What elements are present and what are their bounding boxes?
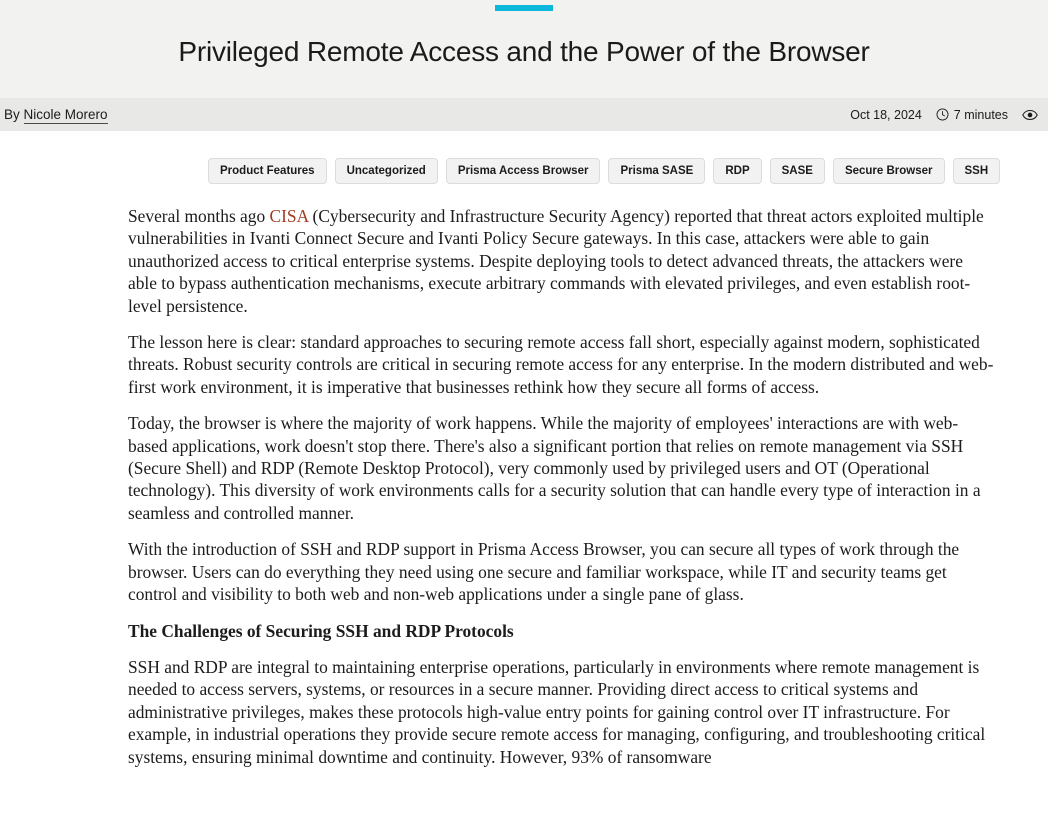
paragraph-3: Today, the browser is where the majority of work happens. While the majority of employees' interactions are with web-based applications, work doesn't stop there. There's also a significant portion that relies on remote management via SSH (Secure Shell) and RDP (Remote Desktop Protocol), very commonly used by privileged users and OT (Operational technology). This diversity of work environments calls for a security solution that can handle every type of interaction in a seamless and controlled manner. [128,413,981,523]
author-link[interactable]: Nicole Morero [23,107,108,122]
paragraph-1-text-before: Several months ago [128,206,270,226]
accent-bar [495,5,553,11]
paragraph-2: The lesson here is clear: standard approaches to securing remote access fall short, especially against modern, sophisticated threats. Robust security controls are critical in securing remote access for any enterprise. In the modern distributed and web-first work environment, it is imperative that businesses rethink how they secure all forms of access. [128,332,994,397]
paragraph-1 [128,205,994,317]
tag-prisma-sase[interactable]: Prisma SASE [608,158,705,184]
tag-list [0,131,1048,184]
tag-secure-browser[interactable]: Secure Browser [833,158,945,184]
paragraph-1-text-after: (Cybersecurity and Infrastructure Security Agency) reported that threat actors exploited multiple vulnerabilities in Ivanti Connect Secure and Ivanti Policy Secure gateways. In this case, attackers were able to gain unauthorized access to critical enterprise systems. Despite deploying tools to detect advanced threats, the attackers were able to bypass authentication mechanisms, execute arbitrary commands with elevated privileges, and even establish root-level persistence. [128,206,984,316]
tag-prisma-access-browser[interactable]: Prisma Access Browser [446,158,601,184]
read-time-label: 7 minutes [953,107,1008,122]
eye-icon[interactable] [1022,109,1038,121]
paragraph-4: With the introduction of SSH and RDP support in Prisma Access Browser, you can secure all types of work through the browser. Users can do everything they need using one secure and familiar workspace, while IT and security teams get control and visibility to both web and non-web applications under a single pane of glass. [128,539,960,605]
byline-prefix: By [4,107,24,122]
tag-uncategorized[interactable]: Uncategorized [335,158,438,184]
page-title: Privileged Remote Access and the Power of the Browser [178,36,870,67]
section-heading-challenges: The Challenges of Securing SSH and RDP Protocols [128,620,514,641]
paragraph-5: SSH and RDP are integral to maintaining enterprise operations, particularly in environments where remote management is needed to access servers, systems, or resources in a secure manner. Providing direct access to critical systems and administrative privileges, makes these protocols high-value entry points for gaining control over IT infrastructure. For example, in industrial operations they provide secure remote access for managing, configuring, and troubleshooting critical systems, ensuring minimal downtime and continuity. However, 93% of ransomware [128,656,986,767]
tag-product-features[interactable]: Product Features [208,158,327,184]
tag-ssh[interactable]: SSH [953,158,1001,184]
cisa-link[interactable]: CISA [269,206,309,226]
byline [4,107,108,122]
article-body [128,184,994,768]
read-time-group [936,108,1008,122]
clock-icon [936,108,949,121]
article-header [0,0,1048,98]
publish-date: Oct 18, 2024 [850,107,922,122]
meta-right-group [850,108,1038,122]
tag-sase[interactable]: SASE [770,158,825,184]
article-meta-bar [0,98,1048,131]
tag-rdp[interactable]: RDP [713,158,761,184]
